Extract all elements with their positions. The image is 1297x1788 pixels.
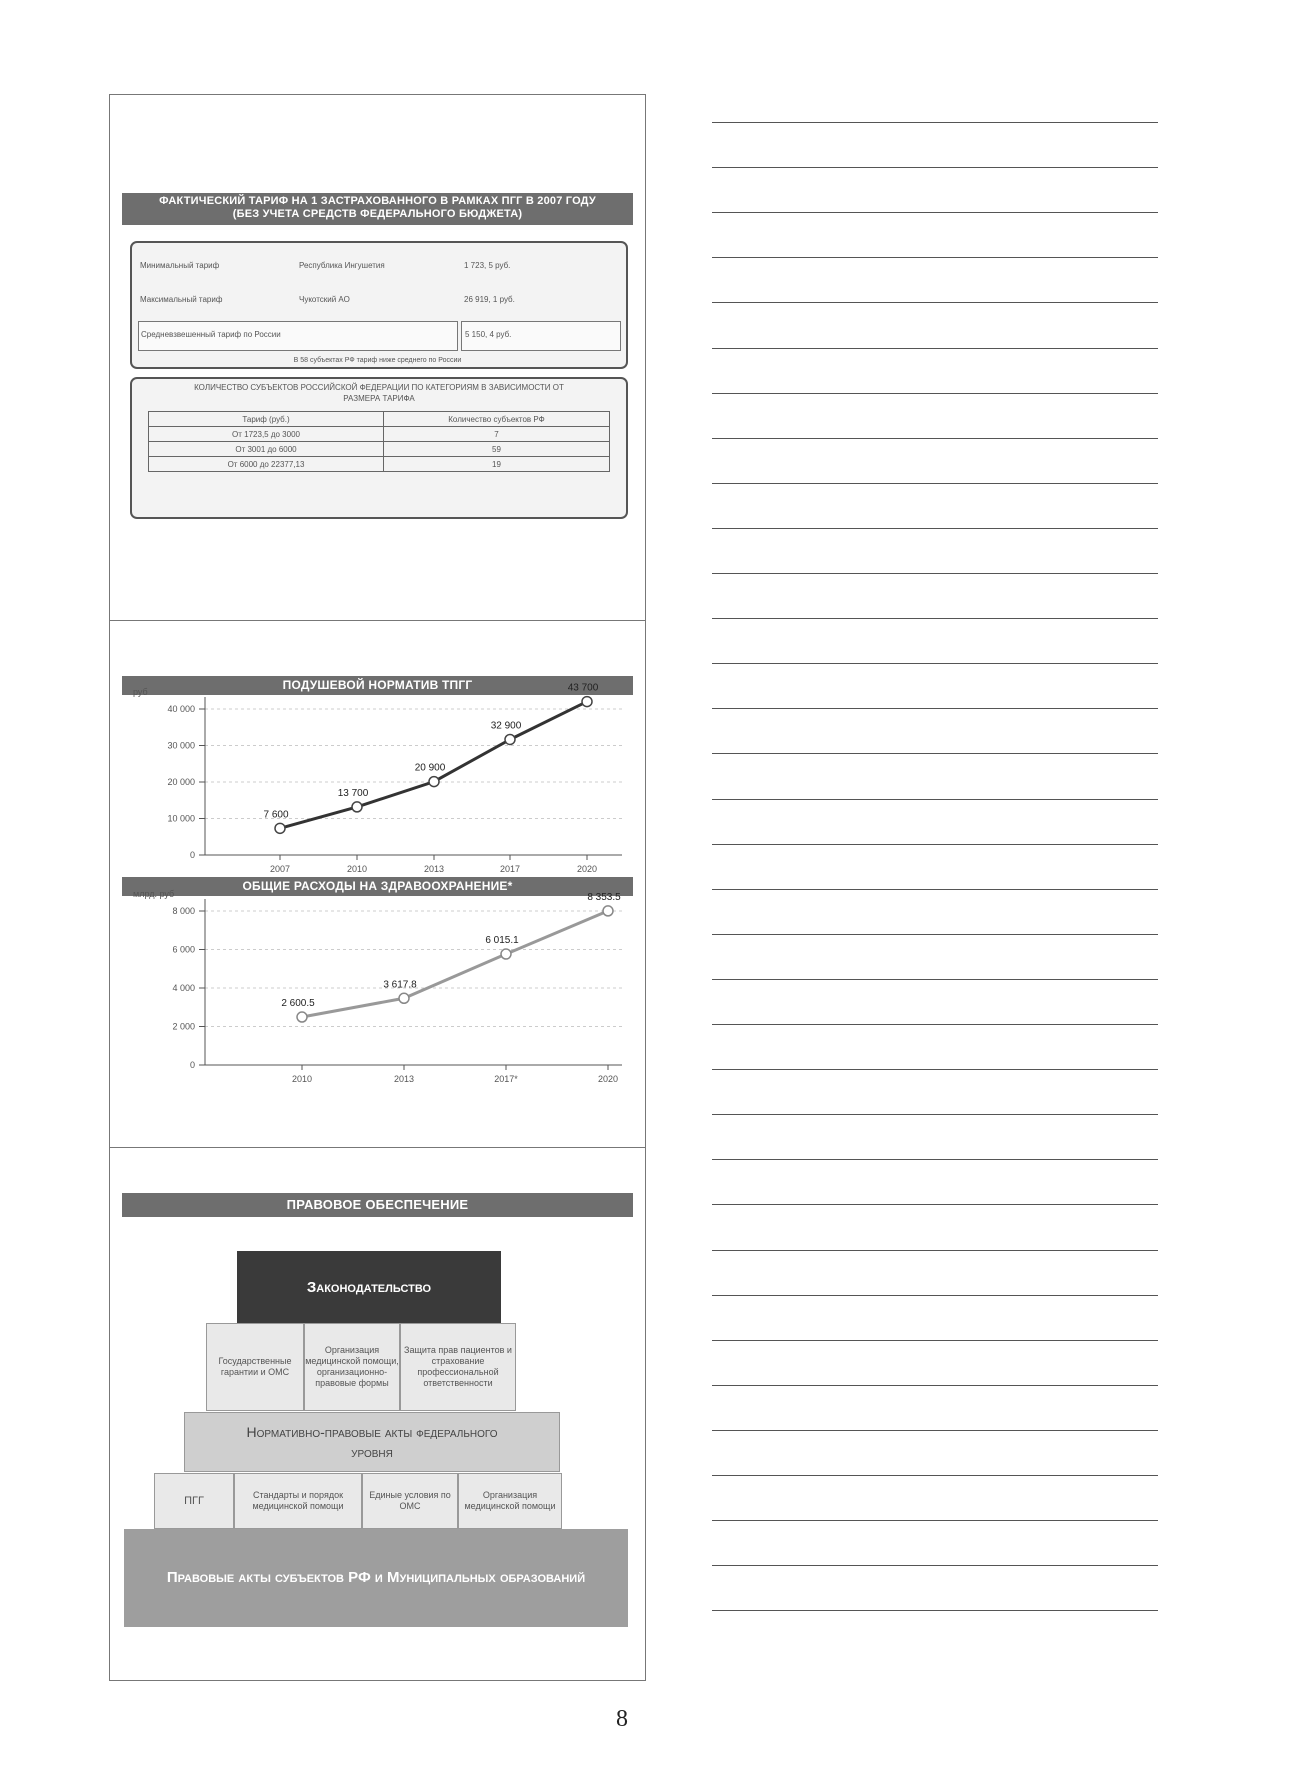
x-tick-label: 2007 bbox=[269, 864, 291, 874]
note-line bbox=[712, 122, 1158, 123]
avg-tariff-value: 5 150, 4 руб. bbox=[465, 330, 512, 339]
regional-acts-block bbox=[124, 1529, 628, 1627]
series-line bbox=[302, 911, 608, 1017]
note-line bbox=[712, 1159, 1158, 1160]
note-line bbox=[712, 257, 1158, 258]
y-axis-label: млрд. руб bbox=[133, 889, 175, 899]
note-line bbox=[712, 1430, 1158, 1431]
note-line bbox=[712, 1204, 1158, 1205]
table-header-row bbox=[149, 412, 610, 427]
chart-health-spending bbox=[110, 889, 645, 1097]
table-row bbox=[149, 442, 610, 457]
y-tick-label: 10 000 bbox=[167, 813, 195, 824]
note-line bbox=[712, 212, 1158, 213]
slides-frame bbox=[109, 94, 646, 1681]
y-tick-label: 8 000 bbox=[172, 906, 195, 916]
oms-conditions-block bbox=[362, 1473, 458, 1529]
data-label: 8 353.5 bbox=[587, 891, 621, 903]
category-title-line2: РАЗМЕРА ТАРИФА bbox=[343, 394, 415, 403]
regional-acts-label: Правовые акты субъектов РФ и Муниципальных образований bbox=[166, 1569, 586, 1586]
data-label: 20 900 bbox=[414, 762, 446, 774]
note-line bbox=[712, 1565, 1158, 1566]
note-line bbox=[712, 393, 1158, 394]
note-line bbox=[712, 799, 1158, 800]
organization-label: Организация медицинской помощи, организационно-правовые формы bbox=[305, 1345, 399, 1388]
slide-tariff bbox=[110, 95, 645, 621]
note-line bbox=[712, 573, 1158, 574]
x-tick-label: 2013 bbox=[393, 1074, 415, 1084]
tariff-banner-line1: ФАКТИЧЕСКИЙ ТАРИФ НА 1 ЗАСТРАХОВАННОГО В РАМКАХ ПГГ В 2007 ГОДУ bbox=[159, 195, 596, 207]
pgg-label: ПГГ bbox=[184, 1494, 204, 1507]
organization-block bbox=[304, 1323, 400, 1411]
note-line bbox=[712, 1024, 1158, 1025]
y-tick-label: 40 000 bbox=[167, 704, 195, 714]
note-line bbox=[712, 979, 1158, 980]
y-tick-label: 2 000 bbox=[172, 1021, 195, 1032]
data-point bbox=[275, 823, 285, 833]
note-line bbox=[712, 1295, 1158, 1296]
max-tariff-region: Чукотский АО bbox=[299, 295, 350, 304]
note-line bbox=[712, 1520, 1158, 1521]
avg-tariff-label-box bbox=[138, 321, 458, 351]
y-tick-label: 4 000 bbox=[172, 983, 195, 993]
slide-legal bbox=[110, 1148, 645, 1680]
y-tick-label: 30 000 bbox=[167, 740, 195, 751]
note-line bbox=[712, 302, 1158, 303]
patient-rights-block bbox=[400, 1323, 516, 1411]
category-box bbox=[130, 377, 628, 519]
x-tick-label: 2017* bbox=[494, 1074, 518, 1084]
x-tick-label: 2020 bbox=[576, 864, 598, 874]
patient-rights-label: Защита прав пациентов и страхование профессиональной ответственности bbox=[404, 1345, 512, 1388]
note-line bbox=[712, 528, 1158, 529]
data-point bbox=[582, 697, 592, 707]
data-point bbox=[505, 734, 515, 744]
category-table bbox=[148, 411, 610, 472]
note-line bbox=[712, 1114, 1158, 1115]
standards-label: Стандарты и порядок медицинской помощи bbox=[252, 1490, 344, 1511]
table-row bbox=[149, 427, 610, 442]
table-cell: 19 bbox=[384, 457, 610, 472]
guarantees-block bbox=[206, 1323, 304, 1411]
table-row bbox=[149, 457, 610, 472]
note-line bbox=[712, 348, 1158, 349]
guarantees-label: Государственные гарантии и ОМС bbox=[218, 1356, 292, 1377]
page-number: 8 bbox=[616, 1706, 628, 1732]
x-tick-label: 2010 bbox=[291, 1074, 313, 1084]
data-label: 13 700 bbox=[337, 787, 369, 799]
x-tick-label: 2013 bbox=[423, 864, 445, 874]
avg-tariff-value-box bbox=[461, 321, 621, 351]
note-line bbox=[712, 618, 1158, 619]
table-cell: От 6000 до 22377,13 bbox=[149, 457, 384, 472]
pgg-block bbox=[154, 1473, 234, 1529]
data-point bbox=[399, 993, 409, 1003]
tariff-banner-line2: (БЕЗ УЧЕТА СРЕДСТВ ФЕДЕРАЛЬНОГО БЮДЖЕТА) bbox=[232, 208, 523, 220]
legal-banner: ПРАВОВОЕ ОБЕСПЕЧЕНИЕ bbox=[122, 1193, 633, 1217]
y-tick-label: 20 000 bbox=[167, 777, 195, 787]
note-line bbox=[712, 1475, 1158, 1476]
data-label: 2 600.5 bbox=[281, 998, 315, 1010]
y-tick-label: 6 000 bbox=[172, 944, 195, 955]
data-point bbox=[429, 777, 439, 787]
standards-block bbox=[234, 1473, 362, 1529]
y-tick-label: 0 bbox=[189, 1060, 195, 1070]
oms-conditions-label: Единые условия по ОМС bbox=[369, 1490, 451, 1511]
legislation-label: Законодательство bbox=[306, 1278, 432, 1296]
note-line bbox=[712, 1340, 1158, 1341]
federal-acts-label: Нормативно-правовые акты федерального уровня bbox=[246, 1424, 498, 1460]
note-line bbox=[712, 934, 1158, 935]
care-organization-block bbox=[458, 1473, 562, 1529]
max-tariff-label: Максимальный тариф bbox=[140, 295, 223, 304]
x-tick-label: 2010 bbox=[346, 864, 368, 874]
federal-acts-block bbox=[184, 1412, 560, 1472]
tariff-box bbox=[130, 241, 628, 369]
table-header-cell: Тариф (руб.) bbox=[149, 412, 384, 427]
data-label: 43 700 bbox=[567, 682, 599, 694]
table-cell: 7 bbox=[384, 427, 610, 442]
note-line bbox=[712, 1610, 1158, 1611]
data-label: 7 600 bbox=[263, 809, 289, 821]
y-tick-label: 0 bbox=[189, 850, 195, 860]
data-label: 3 617.8 bbox=[383, 979, 417, 991]
note-line bbox=[712, 167, 1158, 168]
x-tick-label: 2017 bbox=[499, 864, 521, 874]
note-line bbox=[712, 663, 1158, 664]
data-point bbox=[297, 1012, 307, 1022]
note-line bbox=[712, 753, 1158, 754]
y-axis-label: руб bbox=[133, 687, 148, 697]
slide-charts bbox=[110, 621, 645, 1148]
notes-lines bbox=[712, 0, 1158, 1640]
note-line bbox=[712, 483, 1158, 484]
tariff-note: В 58 субъектах РФ тариф ниже среднего по России bbox=[293, 357, 462, 364]
table-cell: От 3001 до 6000 bbox=[149, 442, 384, 457]
note-line bbox=[712, 1250, 1158, 1251]
category-title-line1: КОЛИЧЕСТВО СУБЪЕКТОВ РОССИЙСКОЙ ФЕДЕРАЦИИ ПО КАТЕГОРИЯМ В ЗАВИСИМОСТИ ОТ bbox=[194, 383, 564, 392]
note-line bbox=[712, 844, 1158, 845]
note-line bbox=[712, 438, 1158, 439]
table-cell: 59 bbox=[384, 442, 610, 457]
table-header-cell: Количество субъектов РФ bbox=[384, 412, 610, 427]
data-point bbox=[352, 802, 362, 812]
data-point bbox=[501, 949, 511, 959]
legislation-block bbox=[237, 1251, 501, 1323]
table-cell: От 1723,5 до 3000 bbox=[149, 427, 384, 442]
min-tariff-label: Минимальный тариф bbox=[140, 261, 220, 270]
data-label: 6 015.1 bbox=[485, 935, 519, 947]
note-line bbox=[712, 1385, 1158, 1386]
data-point bbox=[603, 906, 613, 916]
x-tick-label: 2020 bbox=[597, 1074, 619, 1084]
chart2-banner: ОБЩИЕ РАСХОДЫ НА ЗДРАВООХРАНЕНИЕ* bbox=[122, 877, 633, 896]
min-tariff-region: Республика Ингушетия bbox=[299, 261, 385, 270]
tariff-banner bbox=[122, 193, 633, 225]
avg-tariff-label: Средневзвешенный тариф по России bbox=[141, 330, 281, 339]
note-line bbox=[712, 889, 1158, 890]
note-line bbox=[712, 708, 1158, 709]
data-label: 32 900 bbox=[490, 720, 522, 732]
chart1-banner: ПОДУШЕВОЙ НОРМАТИВ ТПГГ bbox=[122, 676, 633, 695]
care-organization-label: Организация медицинской помощи bbox=[464, 1490, 556, 1511]
note-line bbox=[712, 1069, 1158, 1070]
max-tariff-value: 26 919, 1 руб. bbox=[464, 295, 515, 304]
min-tariff-value: 1 723, 5 руб. bbox=[464, 261, 511, 270]
